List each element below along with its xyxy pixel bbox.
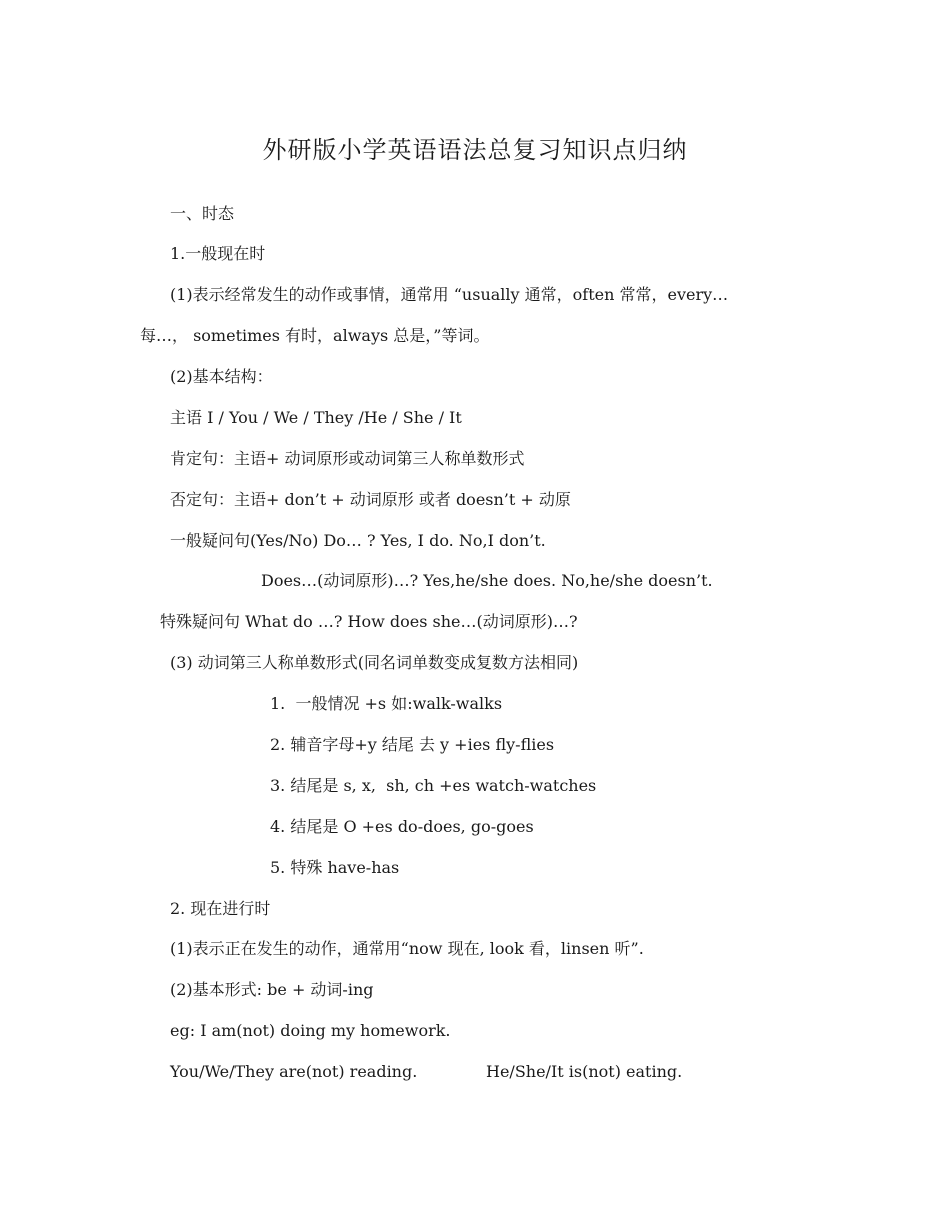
- list-item: 3. 结尾是 s, x, sh, ch +es watch-watches: [270, 776, 597, 795]
- subheading-simple-present: 1.一般现在时: [170, 244, 266, 263]
- paragraph-line: 特殊疑问句 What do …? How does she…(动词原形)…?: [160, 612, 578, 631]
- paragraph-line: (1)表示经常发生的动作或事情，通常用 “usually 通常，often 常常，every…: [170, 285, 729, 304]
- paragraph-line: (2)基本形式: be + 动词-ing: [170, 980, 374, 999]
- paragraph-line: He/She/It is(not) eating.: [486, 1062, 683, 1081]
- section-heading-tense: 一、时态: [170, 204, 235, 223]
- paragraph-line: You/We/They are(not) reading.: [170, 1062, 418, 1081]
- subheading-present-progressive: 2. 现在进行时: [170, 899, 271, 918]
- list-item: 4. 结尾是 O +es do-does, go-goes: [270, 817, 534, 836]
- list-item: 1. 一般情况 +s 如:walk-walks: [270, 694, 503, 713]
- paragraph-line: 否定句：主语+ don’t + 动词原形 或者 doesn’t + 动原: [170, 490, 571, 509]
- paragraph-line: 主语 I / You / We / They /He / She / It: [170, 408, 462, 427]
- document-title: 外研版小学英语语法总复习知识点归纳: [262, 136, 688, 164]
- paragraph-line: eg: I am(not) doing my homework.: [170, 1021, 451, 1040]
- list-item: 2. 辅音字母+y 结尾 去 y +ies fly-flies: [270, 735, 555, 754]
- paragraph-line: (1)表示正在发生的动作，通常用“now 现在, look 看，linsen 听”.: [170, 939, 644, 958]
- paragraph-line: Does…(动词原形)…? Yes,he/she does. No,he/she doesn’t.: [261, 571, 713, 590]
- paragraph-line: 每…， sometimes 有时，always 总是，”等词。: [140, 326, 490, 345]
- paragraph-line: 一般疑问句(Yes/No) Do… ? Yes, I do. No,I don’t.: [170, 531, 546, 550]
- paragraph-line: 肯定句：主语+ 动词原形或动词第三人称单数形式: [170, 449, 525, 468]
- paragraph-line: (3) 动词第三人称单数形式(同名词单数变成复数方法相同): [170, 653, 579, 672]
- paragraph-line: (2)基本结构：: [170, 367, 273, 386]
- list-item: 5. 特殊 have-has: [270, 858, 400, 877]
